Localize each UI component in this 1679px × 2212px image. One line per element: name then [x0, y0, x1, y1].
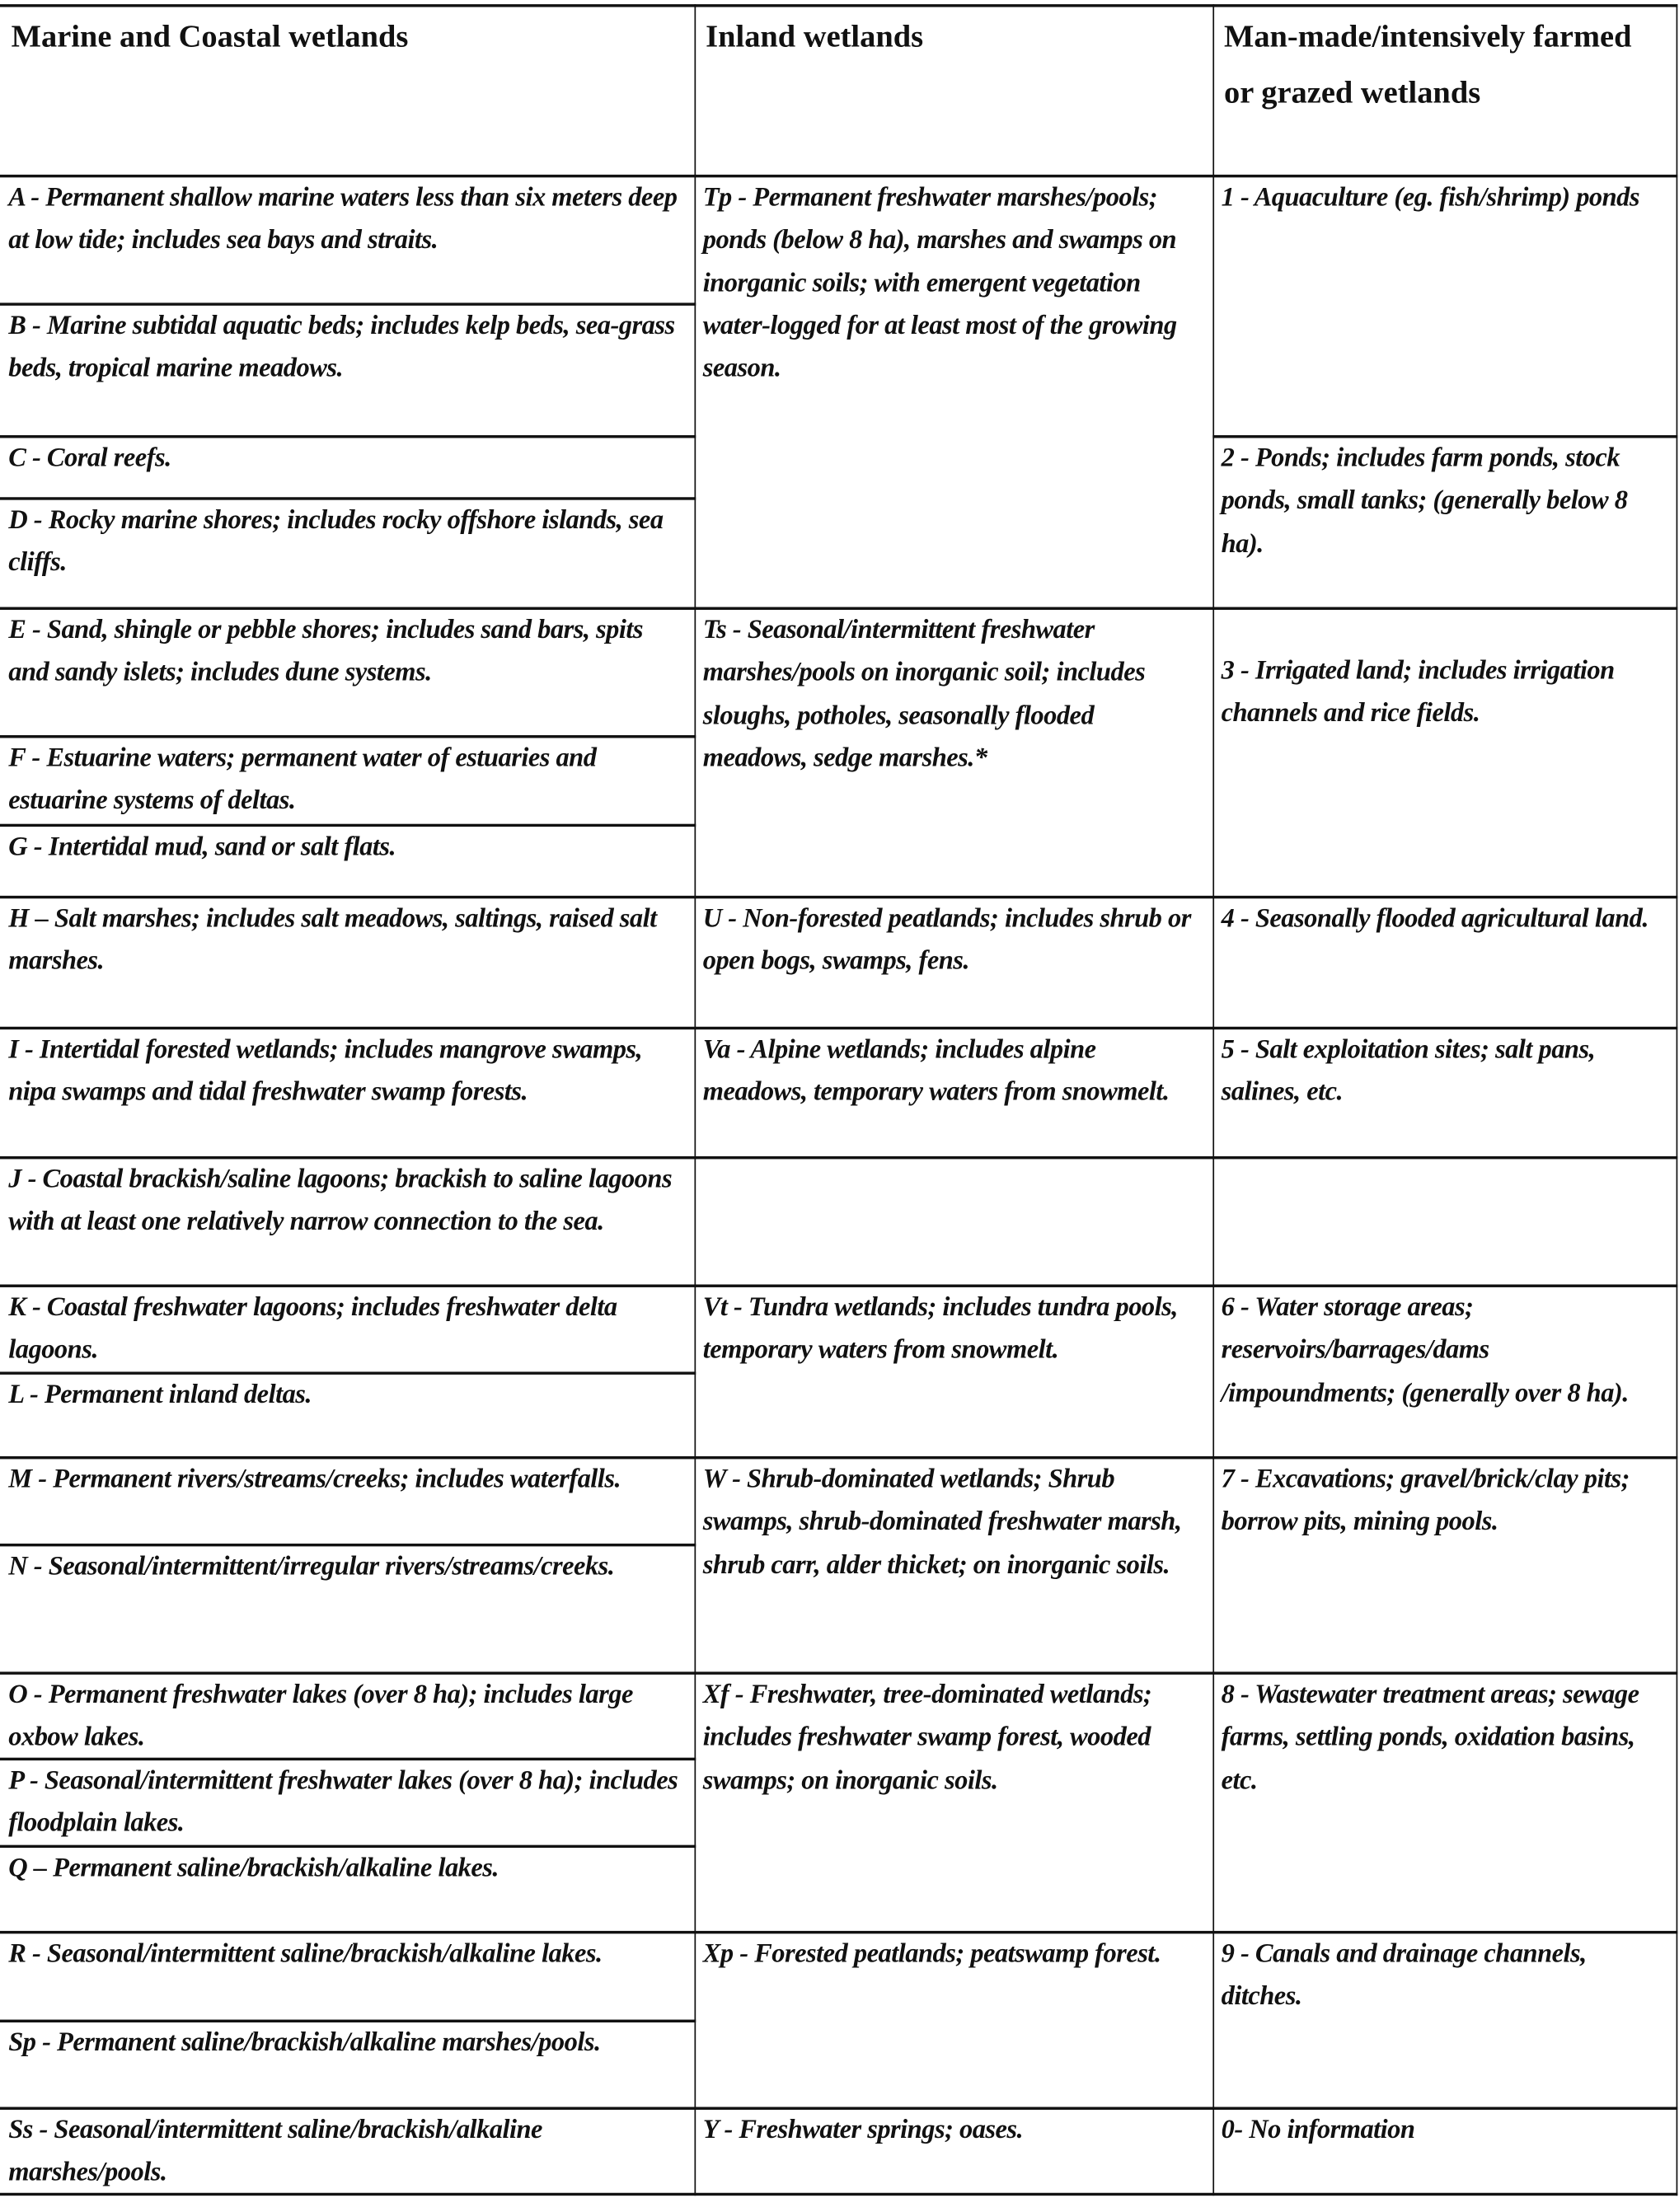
row-divider	[0, 1758, 696, 1760]
table-cell-manmade-m8: 8 - Wastewater treatment areas; sewage farms, settling ponds, oxidation basins, etc.	[1221, 1680, 1639, 1796]
table-cell-marine-Ss: Ss - Seasonal/intermittent saline/brackish/alkaline marshes/pools.	[8, 2115, 542, 2188]
table-cell-marine-O: O - Permanent freshwater lakes (over 8 ha); includes large oxbow lakes.	[8, 1680, 633, 1753]
table-cell-inland-Va: Va - Alpine wetlands; includes alpine meadows, temporary waters from snowmelt.	[702, 1035, 1170, 1108]
table-cell-manmade-m1: 1 - Aquaculture (eg. fish/shrimp) ponds	[1221, 183, 1640, 213]
column-divider	[694, 4, 696, 2196]
table-cell-inland-Tp: Tp - Permanent freshwater marshes/pools; ponds (below 8 ha), marshes and swamps on inorganic soils; with emergent vegetation water-logged for at least most of the growing season.	[702, 183, 1177, 384]
column-header-manmade: Man-made/intensively farmed or grazed wetlands	[1224, 18, 1632, 110]
table-cell-inland-Xf: Xf - Freshwater, tree-dominated wetlands; includes freshwater swamp forest, wooded swamps; on inorganic soils.	[702, 1680, 1152, 1796]
table-cell-marine-B: B - Marine subtidal aquatic beds; includes kelp beds, sea-grass beds, tropical marine meadows.	[8, 311, 675, 384]
table-cell-marine-I: I - Intertidal forested wetlands; includes mangrove swamps, nipa swamps and tidal freshwater swamp forests.	[8, 1035, 643, 1108]
row-divider	[0, 2107, 1677, 2110]
table-cell-marine-N: N - Seasonal/intermittent/irregular rivers/streams/creeks.	[8, 1552, 615, 1582]
row-divider	[0, 1544, 696, 1546]
row-divider	[0, 435, 696, 438]
row-divider	[0, 1027, 1677, 1029]
table-cell-marine-J: J - Coastal brackish/saline lagoons; brackish to saline lagoons with at least one relatively narrow connection to the sea.	[8, 1165, 673, 1237]
column-header-inland: Inland wetlands	[706, 18, 924, 54]
table-cell-manmade-m5: 5 - Salt exploitation sites; salt pans, salines, etc.	[1221, 1035, 1596, 1108]
row-divider	[0, 1156, 1677, 1159]
row-divider	[0, 1931, 1677, 1933]
column-divider	[1212, 4, 1215, 2196]
table-cell-manmade-m4: 4 - Seasonally flooded agricultural land.	[1221, 904, 1649, 935]
table-cell-inland-Ts: Ts - Seasonal/intermittent freshwater marshes/pools on inorganic soil; includes sloughs, potholes, seasonally flooded meadows, sedge marshes.*	[702, 615, 1146, 773]
row-divider	[0, 497, 696, 499]
table-cell-marine-D: D - Rocky marine shores; includes rocky offshore islands, sea cliffs.	[8, 505, 664, 579]
row-divider	[0, 1671, 1677, 1674]
table-cell-manmade-m0: 0- No information	[1221, 2115, 1415, 2145]
table-cell-marine-H: H – Salt marshes; includes salt meadows, saltings, raised salt marshes.	[8, 904, 657, 977]
table-cell-inland-W: W - Shrub-dominated wetlands; Shrub swamps, shrub-dominated freshwater marsh, shrub carr, alder thicket; on inorganic soils.	[702, 1465, 1182, 1580]
table-cell-marine-F: F - Estuarine waters; permanent water of estuaries and estuarine systems of deltas.	[8, 743, 597, 816]
row-divider	[0, 2020, 696, 2022]
table-cell-marine-Q: Q – Permanent saline/brackish/alkaline lakes.	[8, 1853, 499, 1883]
table-cell-marine-A: A - Permanent shallow marine waters less than six meters deep at low tide; includes sea bays and straits.	[8, 183, 678, 255]
table-cell-manmade-m6: 6 - Water storage areas; reservoirs/barrages/dams /impoundments; (generally over 8 ha).	[1221, 1292, 1629, 1408]
column-header-marine: Marine and Coastal wetlands	[11, 18, 409, 54]
row-divider	[1212, 435, 1677, 438]
table-cell-inland-Y: Y - Freshwater springs; oases.	[702, 2115, 1024, 2145]
table-cell-marine-P: P - Seasonal/intermittent freshwater lakes (over 8 ha); includes floodplain lakes.	[8, 1765, 678, 1839]
row-divider	[0, 2193, 1677, 2196]
row-divider	[0, 4, 1677, 7]
table-cell-manmade-m7: 7 - Excavations; gravel/brick/clay pits; borrow pits, mining pools.	[1221, 1465, 1630, 1537]
table-cell-manmade-m9: 9 - Canals and drainage channels, ditches.	[1221, 1939, 1587, 2012]
table-cell-marine-C: C - Coral reefs.	[8, 443, 171, 474]
column-divider	[1676, 4, 1678, 2196]
row-divider	[0, 607, 1677, 610]
table-cell-marine-E: E - Sand, shingle or pebble shores; includes sand bars, spits and sandy islets; includes dune systems.	[8, 615, 644, 688]
row-divider	[0, 1456, 1677, 1459]
row-divider	[0, 735, 696, 738]
table-cell-marine-L: L - Permanent inland deltas.	[8, 1380, 312, 1410]
table-cell-marine-Sp: Sp - Permanent saline/brackish/alkaline marshes/pools.	[8, 2027, 601, 2058]
table-cell-inland-U: U - Non-forested peatlands; includes shrub or open bogs, swamps, fens.	[702, 904, 1191, 977]
table-cell-manmade-m3: 3 - Irrigated land; includes irrigation channels and rice fields.	[1221, 656, 1615, 729]
row-divider	[0, 1285, 1677, 1287]
row-divider	[0, 175, 1677, 177]
row-divider	[0, 824, 696, 827]
table-cell-marine-R: R - Seasonal/intermittent saline/brackish/alkaline lakes.	[8, 1939, 603, 1970]
table-cell-marine-M: M - Permanent rivers/streams/creeks; includes waterfalls.	[8, 1465, 621, 1495]
row-divider	[0, 896, 1677, 898]
table-cell-marine-K: K - Coastal freshwater lagoons; includes freshwater delta lagoons.	[8, 1292, 617, 1366]
row-divider	[0, 302, 696, 305]
row-divider	[0, 1845, 696, 1848]
table-cell-manmade-m2: 2 - Ponds; includes farm ponds, stock ponds, small tanks; (generally below 8 ha).	[1221, 443, 1628, 559]
table-cell-inland-Vt: Vt - Tundra wetlands; includes tundra pools, temporary waters from snowmelt.	[702, 1292, 1178, 1366]
table-cell-marine-G: G - Intertidal mud, sand or salt flats.	[8, 832, 396, 862]
row-divider	[0, 1371, 696, 1374]
table-cell-inland-Xp: Xp - Forested peatlands; peatswamp forest.	[702, 1939, 1161, 1970]
